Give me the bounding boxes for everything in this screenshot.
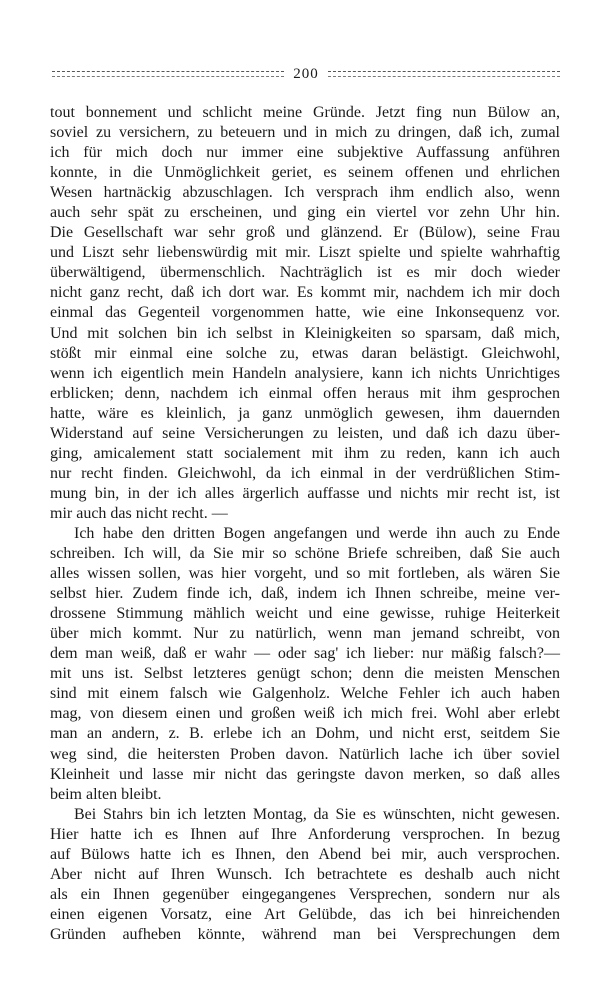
text-line: auch sehr spät zu erscheinen, und ging ein viertel vor zehn Uhr hin. — [50, 204, 560, 222]
text-line: auf Bülows hatte ich es Ihnen, den Abend bei mir, auch versprochen. — [50, 845, 560, 863]
text-line: Widerstand auf seine Versicherungen zu leisten, und daß ich dazu über- — [50, 424, 560, 442]
text-line: tout bonnement und schlicht meine Gründe. Jetzt fing nun Bülow an, — [50, 104, 560, 121]
text-line: Aber nicht auf Ihren Wunsch. Ich betrachtete es deshalb auch nicht — [50, 865, 560, 883]
paragraph-2 — [50, 524, 560, 805]
text-line: mit uns ist. Selbst letzteres genügt schon; denn die meisten Menschen — [50, 665, 560, 683]
text-line: ich für mich doch nur immer eine subjektive Auffassung anführen — [50, 144, 560, 162]
page-header — [52, 62, 560, 86]
text-line: überwältigend, übermenschlich. Nachträglich ist es mir doch wieder — [50, 264, 560, 282]
text-line: ging, amicalement statt socialement mit ihm zu reden, kann ich auch — [50, 444, 560, 462]
body-text — [50, 103, 560, 945]
text-line: man an andern, z. B. erlebe ich an Dohm, und nicht erst, seitdem Sie — [50, 725, 560, 743]
text-line: und Liszt sehr liebenswürdig mit mir. Liszt spielte und spielte wahrhaftig — [50, 244, 560, 262]
text-line: Wesen hartnäckig abzuschlagen. Ich versprach ihm endlich also, wenn — [50, 184, 560, 202]
text-line: einmal das Gegenteil vorgenommen hatte, wie eine Inkonsequenz vor. — [50, 304, 560, 322]
header-rule-left — [52, 71, 284, 77]
text-line: über mich kommt. Nur zu natürlich, wenn man jemand schreibt, von — [50, 625, 560, 643]
text-line: Und mit solchen bin ich selbst in Kleinigkeiten so sparsam, daß mich, — [50, 324, 560, 342]
page-number: 200 — [293, 65, 319, 82]
text-line: schreiben. Ich will, da Sie mir so schöne Briefe schreiben, daß Sie auch — [50, 545, 560, 563]
text-line: nur recht finden. Gleichwohl, da ich einmal in der verdrüßlichen Stim- — [50, 464, 560, 482]
text-line: soviel zu versichern, zu beteuern und in mich zu dringen, daß ich, zumal — [50, 124, 560, 142]
text-line: einen eigenen Vorsatz, eine Art Gelübde, das ich bei hinreichenden — [50, 905, 560, 923]
paragraph-3 — [50, 805, 560, 945]
text-line: Ich habe den dritten Bogen angefangen und werde ihn auch zu Ende — [74, 524, 560, 542]
text-line: dem man weiß, daß er wahr — oder sag' ich lieber: nur mäßig falsch?— — [50, 645, 560, 663]
text-line: Kleinheit und lasse mir nicht das geringste davon merken, so daß alles — [50, 765, 560, 783]
text-line: selbst hier. Zudem finde ich, daß, indem ich Ihnen schreibe, meine ver- — [50, 585, 560, 603]
text-line: mir auch das nicht recht. — — [50, 504, 228, 522]
text-line: weg sind, die heitersten Proben davon. Natürlich lache ich über soviel — [50, 745, 560, 763]
text-line: Die Gesellschaft war sehr groß und glänzend. Er (Bülow), seine Frau — [50, 224, 560, 242]
text-line: wenn ich eigentlich mein Handeln analysiere, kann ich nichts Unrichtiges — [50, 364, 560, 382]
text-line: sind mit einem falsch wie Galgenholz. Welche Fehler ich auch haben — [50, 685, 560, 703]
text-line: erblicken; denn, nachdem ich einmal offen heraus mit ihm gesprochen — [50, 384, 560, 402]
text-line: mag, von diesem einen und großen weiß ich mich frei. Wohl aber erlebt — [50, 705, 560, 723]
header-rule-right — [328, 71, 560, 77]
text-line: Hier hatte ich es Ihnen auf Ihre Anforderung versprochen. In bezug — [50, 825, 560, 843]
text-line: hatte, wäre es kleinlich, ja ganz unmöglich gewesen, ihm dauernden — [50, 404, 560, 422]
text-line: Bei Stahrs bin ich letzten Montag, da Sie es wünschten, nicht gewesen. — [74, 805, 560, 823]
text-line: alles wissen sollen, was hier vorgeht, und so mit fortleben, als wären Sie — [50, 565, 560, 583]
text-line: als ein Ihnen gegenüber eingegangenes Versprechen, sondern nur als — [50, 885, 560, 903]
text-line: nicht ganz recht, daß ich dort war. Es kommt mir, nachdem ich mir doch — [50, 284, 560, 302]
text-line: stößt mir einmal eine solche zu, etwas daran belästigt. Gleichwohl, — [50, 344, 560, 362]
text-line: beim alten bleibt. — [50, 785, 162, 803]
text-line: konnte, in die Unmöglichkeit geriet, es seinem offenen und ehrlichen — [50, 164, 560, 182]
text-line: drossene Stimmung mählich weicht und eine gewisse, ruhige Heiterkeit — [50, 605, 560, 623]
text-line: Gründen aufheben könnte, während man bei Versprechungen dem — [50, 925, 560, 943]
paragraph-1 — [50, 103, 560, 524]
text-line: mung bin, in der ich alles ärgerlich auffasse und nichts mir recht ist, ist — [50, 484, 560, 502]
